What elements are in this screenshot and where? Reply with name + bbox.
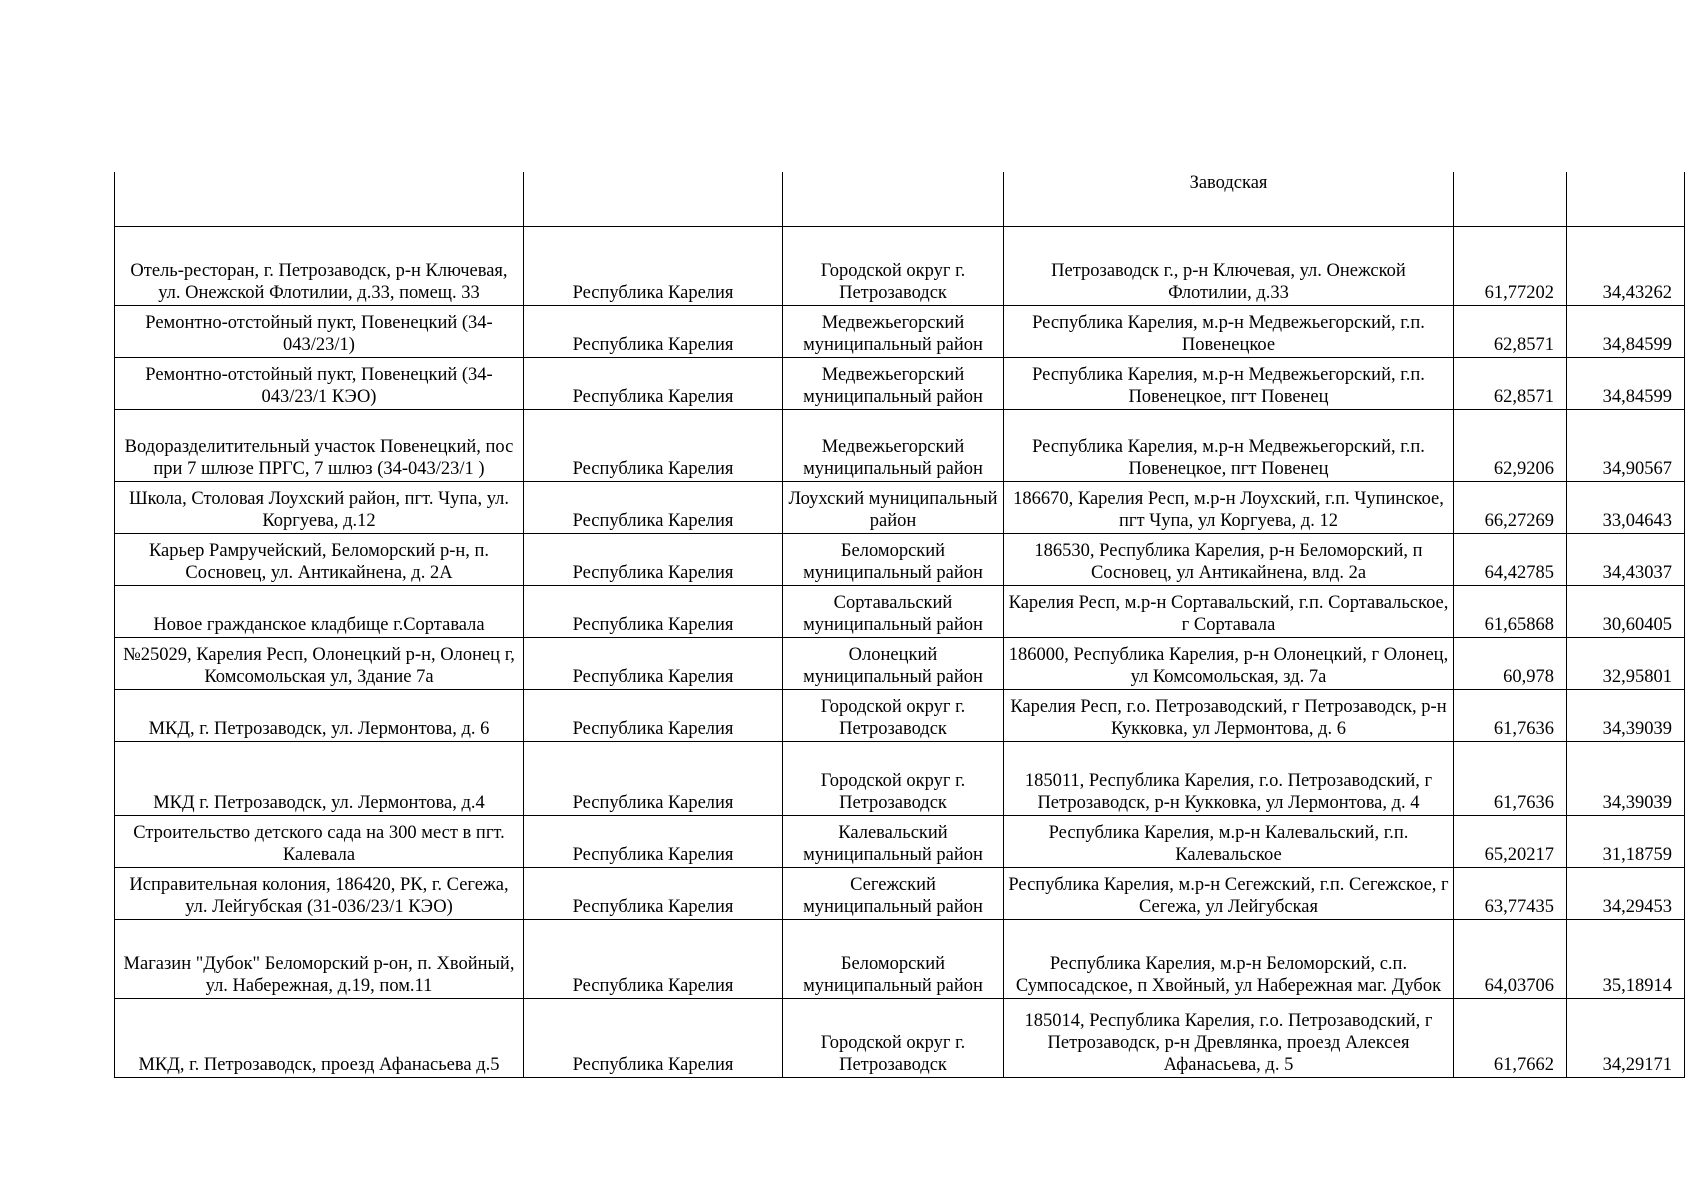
cell-address: 185014, Республика Карелия, г.о. Петрозаводский, г Петрозаводск, р-н Древлянка, проезд Алексея Афанасьева, д. 5 — [1004, 998, 1454, 1077]
cell-address: Заводская — [1004, 172, 1454, 226]
cell-latitude: 65,20217 — [1454, 815, 1567, 867]
table-row — [115, 305, 1685, 357]
cell-municipality: Олонецкий муниципальный район — [783, 637, 1004, 689]
table-row — [115, 637, 1685, 689]
cell-name: Школа, Столовая Лоухский район, пгт. Чупа, ул. Коргуева, д.12 — [115, 481, 524, 533]
cell-region: Республика Карелия — [524, 689, 783, 741]
cell-longitude: 34,84599 — [1567, 305, 1685, 357]
table-row — [115, 815, 1685, 867]
cell-latitude: 61,77202 — [1454, 226, 1567, 305]
cell-longitude: 32,95801 — [1567, 637, 1685, 689]
cell-region: Республика Карелия — [524, 867, 783, 919]
cell-name: №25029, Карелия Респ, Олонецкий р-н, Олонец г, Комсомольская ул, Здание 7а — [115, 637, 524, 689]
cell-municipality: Беломорский муниципальный район — [783, 533, 1004, 585]
cell-name: Строительство детского сада на 300 мест в пгт. Калевала — [115, 815, 524, 867]
cell-longitude: 34,43037 — [1567, 533, 1685, 585]
cell-region: Республика Карелия — [524, 226, 783, 305]
cell-address: 186670, Карелия Респ, м.р-н Лоухский, г.п. Чупинское, пгт Чупа, ул Коргуева, д. 12 — [1004, 481, 1454, 533]
cell-region: Республика Карелия — [524, 481, 783, 533]
table-row — [115, 689, 1685, 741]
cell-region: Республика Карелия — [524, 585, 783, 637]
cell-longitude: 30,60405 — [1567, 585, 1685, 637]
cell-longitude — [1567, 172, 1685, 226]
cell-municipality: Лоухский муниципальный район — [783, 481, 1004, 533]
cell-latitude: 66,27269 — [1454, 481, 1567, 533]
cell-longitude: 34,39039 — [1567, 741, 1685, 815]
cell-address: Республика Карелия, м.р-н Сегежский, г.п. Сегежское, г Сегежа, ул Лейгубская — [1004, 867, 1454, 919]
cell-latitude: 63,77435 — [1454, 867, 1567, 919]
cell-name: Ремонтно-отстойный пукт, Повенецкий (34-043/23/1) — [115, 305, 524, 357]
table-row — [115, 585, 1685, 637]
cell-name: Новое гражданское кладбище г.Сортавала — [115, 585, 524, 637]
cell-longitude: 34,43262 — [1567, 226, 1685, 305]
cell-latitude: 64,42785 — [1454, 533, 1567, 585]
cell-municipality: Медвежьегорский муниципальный район — [783, 409, 1004, 481]
table-row — [115, 998, 1685, 1077]
cell-address: Петрозаводск г., р-н Ключевая, ул. Онежской Флотилии, д.33 — [1004, 226, 1454, 305]
table-row — [115, 533, 1685, 585]
cell-latitude: 62,9206 — [1454, 409, 1567, 481]
cell-name: Ремонтно-отстойный пукт, Повенецкий (34-043/23/1 КЭО) — [115, 357, 524, 409]
table-body — [115, 172, 1685, 1077]
cell-municipality: Городской округ г. Петрозаводск — [783, 226, 1004, 305]
cell-address: Республика Карелия, м.р-н Медвежьегорский, г.п. Повенецкое, пгт Повенец — [1004, 357, 1454, 409]
cell-longitude: 34,90567 — [1567, 409, 1685, 481]
cell-name: Карьер Рамручейский, Беломорский р-н, п. Сосновец, ул. Антикайнена, д. 2А — [115, 533, 524, 585]
table-row — [115, 226, 1685, 305]
cell-longitude: 35,18914 — [1567, 919, 1685, 998]
cell-municipality: Медвежьегорский муниципальный район — [783, 357, 1004, 409]
cell-latitude — [1454, 172, 1567, 226]
cell-latitude: 64,03706 — [1454, 919, 1567, 998]
table-row — [115, 409, 1685, 481]
table-row — [115, 741, 1685, 815]
cell-name: МКД, г. Петрозаводск, ул. Лермонтова, д. 6 — [115, 689, 524, 741]
table-row — [115, 481, 1685, 533]
cell-municipality: Городской округ г. Петрозаводск — [783, 741, 1004, 815]
cell-name: Магазин "Дубок" Беломорский р-он, п. Хвойный, ул. Набережная, д.19, пом.11 — [115, 919, 524, 998]
cell-latitude: 62,8571 — [1454, 357, 1567, 409]
cell-address: Карелия Респ, г.о. Петрозаводский, г Петрозаводск, р-н Кукковка, ул Лермонтова, д. 6 — [1004, 689, 1454, 741]
cell-latitude: 60,978 — [1454, 637, 1567, 689]
cell-region: Республика Карелия — [524, 637, 783, 689]
cell-longitude: 34,29171 — [1567, 998, 1685, 1077]
cell-name: МКД, г. Петрозаводск, проезд Афанасьева д.5 — [115, 998, 524, 1077]
cell-municipality: Городской округ г. Петрозаводск — [783, 689, 1004, 741]
cell-address: 186530, Республика Карелия, р-н Беломорский, п Сосновец, ул Антикайнена, влд. 2а — [1004, 533, 1454, 585]
cell-address: 185011, Республика Карелия, г.о. Петрозаводский, г Петрозаводск, р-н Кукковка, ул Лермонтова, д. 4 — [1004, 741, 1454, 815]
cell-region: Республика Карелия — [524, 741, 783, 815]
cell-municipality: Городской округ г. Петрозаводск — [783, 998, 1004, 1077]
cell-region: Республика Карелия — [524, 533, 783, 585]
cell-region: Республика Карелия — [524, 305, 783, 357]
cell-longitude: 34,29453 — [1567, 867, 1685, 919]
cell-longitude: 31,18759 — [1567, 815, 1685, 867]
cell-longitude: 33,04643 — [1567, 481, 1685, 533]
cell-region — [524, 172, 783, 226]
cell-address: 186000, Республика Карелия, р-н Олонецкий, г Олонец, ул Комсомольская, зд. 7а — [1004, 637, 1454, 689]
cell-region: Республика Карелия — [524, 998, 783, 1077]
table-row — [115, 867, 1685, 919]
cell-latitude: 62,8571 — [1454, 305, 1567, 357]
cell-municipality: Медвежьегорский муниципальный район — [783, 305, 1004, 357]
cell-region: Республика Карелия — [524, 919, 783, 998]
objects-table — [114, 172, 1685, 1078]
cell-longitude: 34,39039 — [1567, 689, 1685, 741]
table-row — [115, 919, 1685, 998]
cell-region: Республика Карелия — [524, 357, 783, 409]
cell-longitude: 34,84599 — [1567, 357, 1685, 409]
continuation-row — [115, 172, 1685, 226]
cell-address: Республика Карелия, м.р-н Медвежьегорский, г.п. Повенецкое, пгт Повенец — [1004, 409, 1454, 481]
cell-municipality — [783, 172, 1004, 226]
cell-name: Отель-ресторан, г. Петрозаводск, р-н Ключевая, ул. Онежской Флотилии, д.33, помещ. 33 — [115, 226, 524, 305]
cell-region: Республика Карелия — [524, 815, 783, 867]
cell-name: Водоразделитительный участок Повенецкий, пос при 7 шлюзе ПРГС, 7 шлюз (34-043/23/1 ) — [115, 409, 524, 481]
cell-municipality: Сортавальский муниципальный район — [783, 585, 1004, 637]
cell-address: Республика Карелия, м.р-н Медвежьегорский, г.п. Повенецкое — [1004, 305, 1454, 357]
cell-municipality: Беломорский муниципальный район — [783, 919, 1004, 998]
cell-region: Республика Карелия — [524, 409, 783, 481]
cell-latitude: 61,7662 — [1454, 998, 1567, 1077]
cell-municipality: Сегежский муниципальный район — [783, 867, 1004, 919]
cell-name: Исправительная колония, 186420, РК, г. Сегежа, ул. Лейгубская (31-036/23/1 КЭО) — [115, 867, 524, 919]
cell-municipality: Калевальский муниципальный район — [783, 815, 1004, 867]
cell-address: Карелия Респ, м.р-н Сортавальский, г.п. Сортавальское, г Сортавала — [1004, 585, 1454, 637]
cell-address: Республика Карелия, м.р-н Беломорский, с.п. Сумпосадское, п Хвойный, ул Набережная маг. Дубок — [1004, 919, 1454, 998]
cell-address: Республика Карелия, м.р-н Калевальский, г.п. Калевальское — [1004, 815, 1454, 867]
cell-name — [115, 172, 524, 226]
cell-name: МКД г. Петрозаводск, ул. Лермонтова, д.4 — [115, 741, 524, 815]
cell-latitude: 61,7636 — [1454, 689, 1567, 741]
cell-latitude: 61,65868 — [1454, 585, 1567, 637]
table-row — [115, 357, 1685, 409]
cell-latitude: 61,7636 — [1454, 741, 1567, 815]
